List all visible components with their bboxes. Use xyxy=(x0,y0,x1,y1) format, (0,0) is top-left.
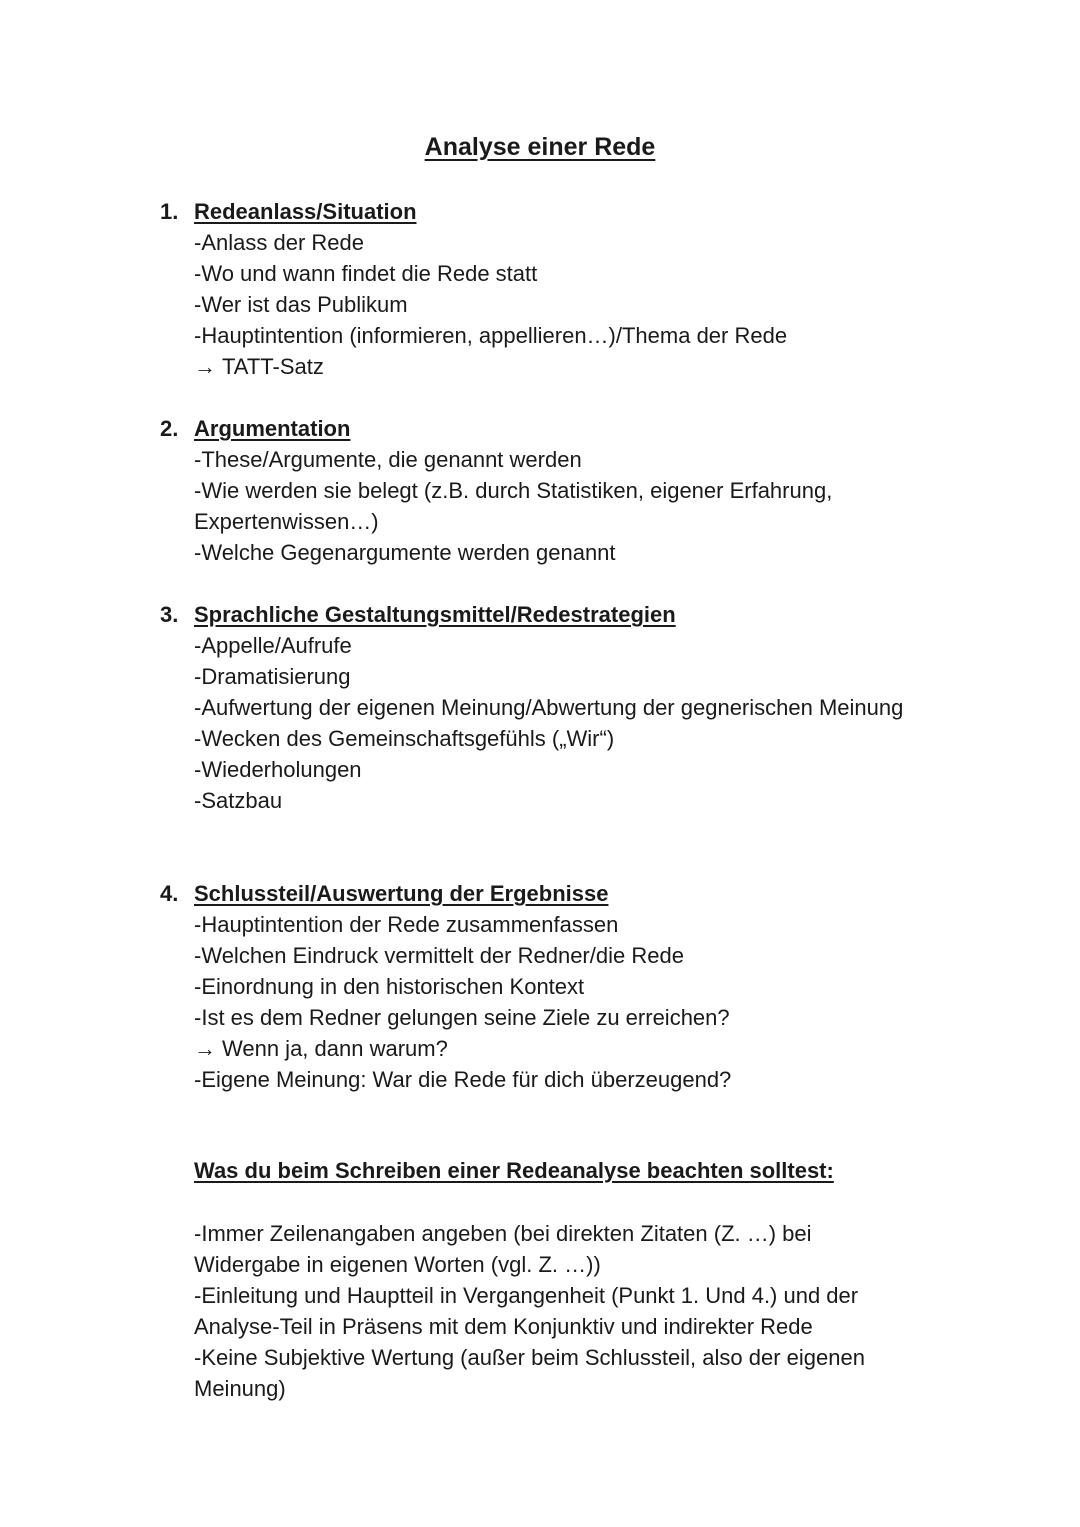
list-item: -Wer ist das Publikum xyxy=(194,292,408,317)
list-item: -Hauptintention der Rede zusammenfassen xyxy=(194,912,619,937)
section-number: 4. xyxy=(160,881,179,906)
section-number: 2. xyxy=(160,416,179,441)
list-item: -Ist es dem Redner gelungen seine Ziele zu erreichen? xyxy=(194,1005,730,1030)
list-item xyxy=(194,351,920,382)
list-item-text: Wenn ja, dann warum? xyxy=(222,1036,448,1061)
list-item: -Einleitung und Hauptteil in Vergangenheit (Punkt 1. Und 4.) und der Analyse-Teil in Präsens mit dem Konjunktiv und indirekter Rede xyxy=(194,1283,859,1339)
list-item: -Keine Subjektive Wertung (außer beim Schlussteil, also der eigenen Meinung) xyxy=(194,1345,865,1401)
list-item: -Satzbau xyxy=(194,788,283,813)
section-number: 3. xyxy=(160,602,179,627)
arrow-right-icon: → xyxy=(194,354,216,379)
section-argumentation xyxy=(160,413,920,568)
section-items xyxy=(160,909,920,1095)
list-item: -Wecken des Gemeinschaftsgefühls („Wir“) xyxy=(194,726,615,751)
section-redeanlass xyxy=(160,196,920,382)
list-item: -Hauptintention (informieren, appellieren…)/Thema der Rede xyxy=(194,323,788,348)
section-gestaltungsmittel xyxy=(160,599,920,816)
section-items xyxy=(160,444,920,568)
list-item: -Appelle/Aufrufe xyxy=(194,633,352,658)
section-heading xyxy=(160,413,920,444)
arrow-right-icon: → xyxy=(194,1036,216,1061)
list-item xyxy=(194,1033,920,1064)
list-item: -Wie werden sie belegt (z.B. durch Statistiken, eigener Erfahrung, Expertenwissen…) xyxy=(194,478,833,534)
list-item: -These/Argumente, die genannt werden xyxy=(194,447,582,472)
list-item: -Welchen Eindruck vermittelt der Redner/die Rede xyxy=(194,943,684,968)
section-items xyxy=(160,630,920,816)
list-item: -Anlass der Rede xyxy=(194,230,364,255)
list-item: -Wo und wann findet die Rede statt xyxy=(194,261,538,286)
section-heading xyxy=(160,196,920,227)
list-item: -Welche Gegenargumente werden genannt xyxy=(194,540,616,565)
list-item: -Immer Zeilenangaben angeben (bei direkten Zitaten (Z. …) bei Widergabe in eigenen Worten (vgl. Z. …)) xyxy=(194,1221,812,1277)
list-item-text: TATT-Satz xyxy=(222,354,324,379)
section-title: Schlussteil/Auswertung der Ergebnisse xyxy=(194,881,609,906)
list-item: -Eigene Meinung: War die Rede für dich überzeugend? xyxy=(194,1067,732,1092)
tips-section xyxy=(194,1155,924,1404)
list-item: -Dramatisierung xyxy=(194,664,351,689)
tips-heading: Was du beim Schreiben einer Redeanalyse beachten solltest: xyxy=(194,1158,834,1183)
section-schlussteil xyxy=(160,878,920,1095)
list-item: -Wiederholungen xyxy=(194,757,362,782)
section-heading xyxy=(160,599,920,630)
page-title: Analyse einer Rede xyxy=(424,133,656,161)
section-number: 1. xyxy=(160,199,179,224)
section-title: Argumentation xyxy=(194,416,351,441)
section-items xyxy=(160,227,920,382)
section-title: Sprachliche Gestaltungsmittel/Redestrategien xyxy=(194,602,676,627)
tips-items xyxy=(194,1218,924,1404)
section-title: Redeanlass/Situation xyxy=(194,199,417,224)
list-item: -Einordnung in den historischen Kontext xyxy=(194,974,585,999)
section-heading xyxy=(160,878,920,909)
list-item: -Aufwertung der eigenen Meinung/Abwertung der gegnerischen Meinung xyxy=(194,695,904,720)
